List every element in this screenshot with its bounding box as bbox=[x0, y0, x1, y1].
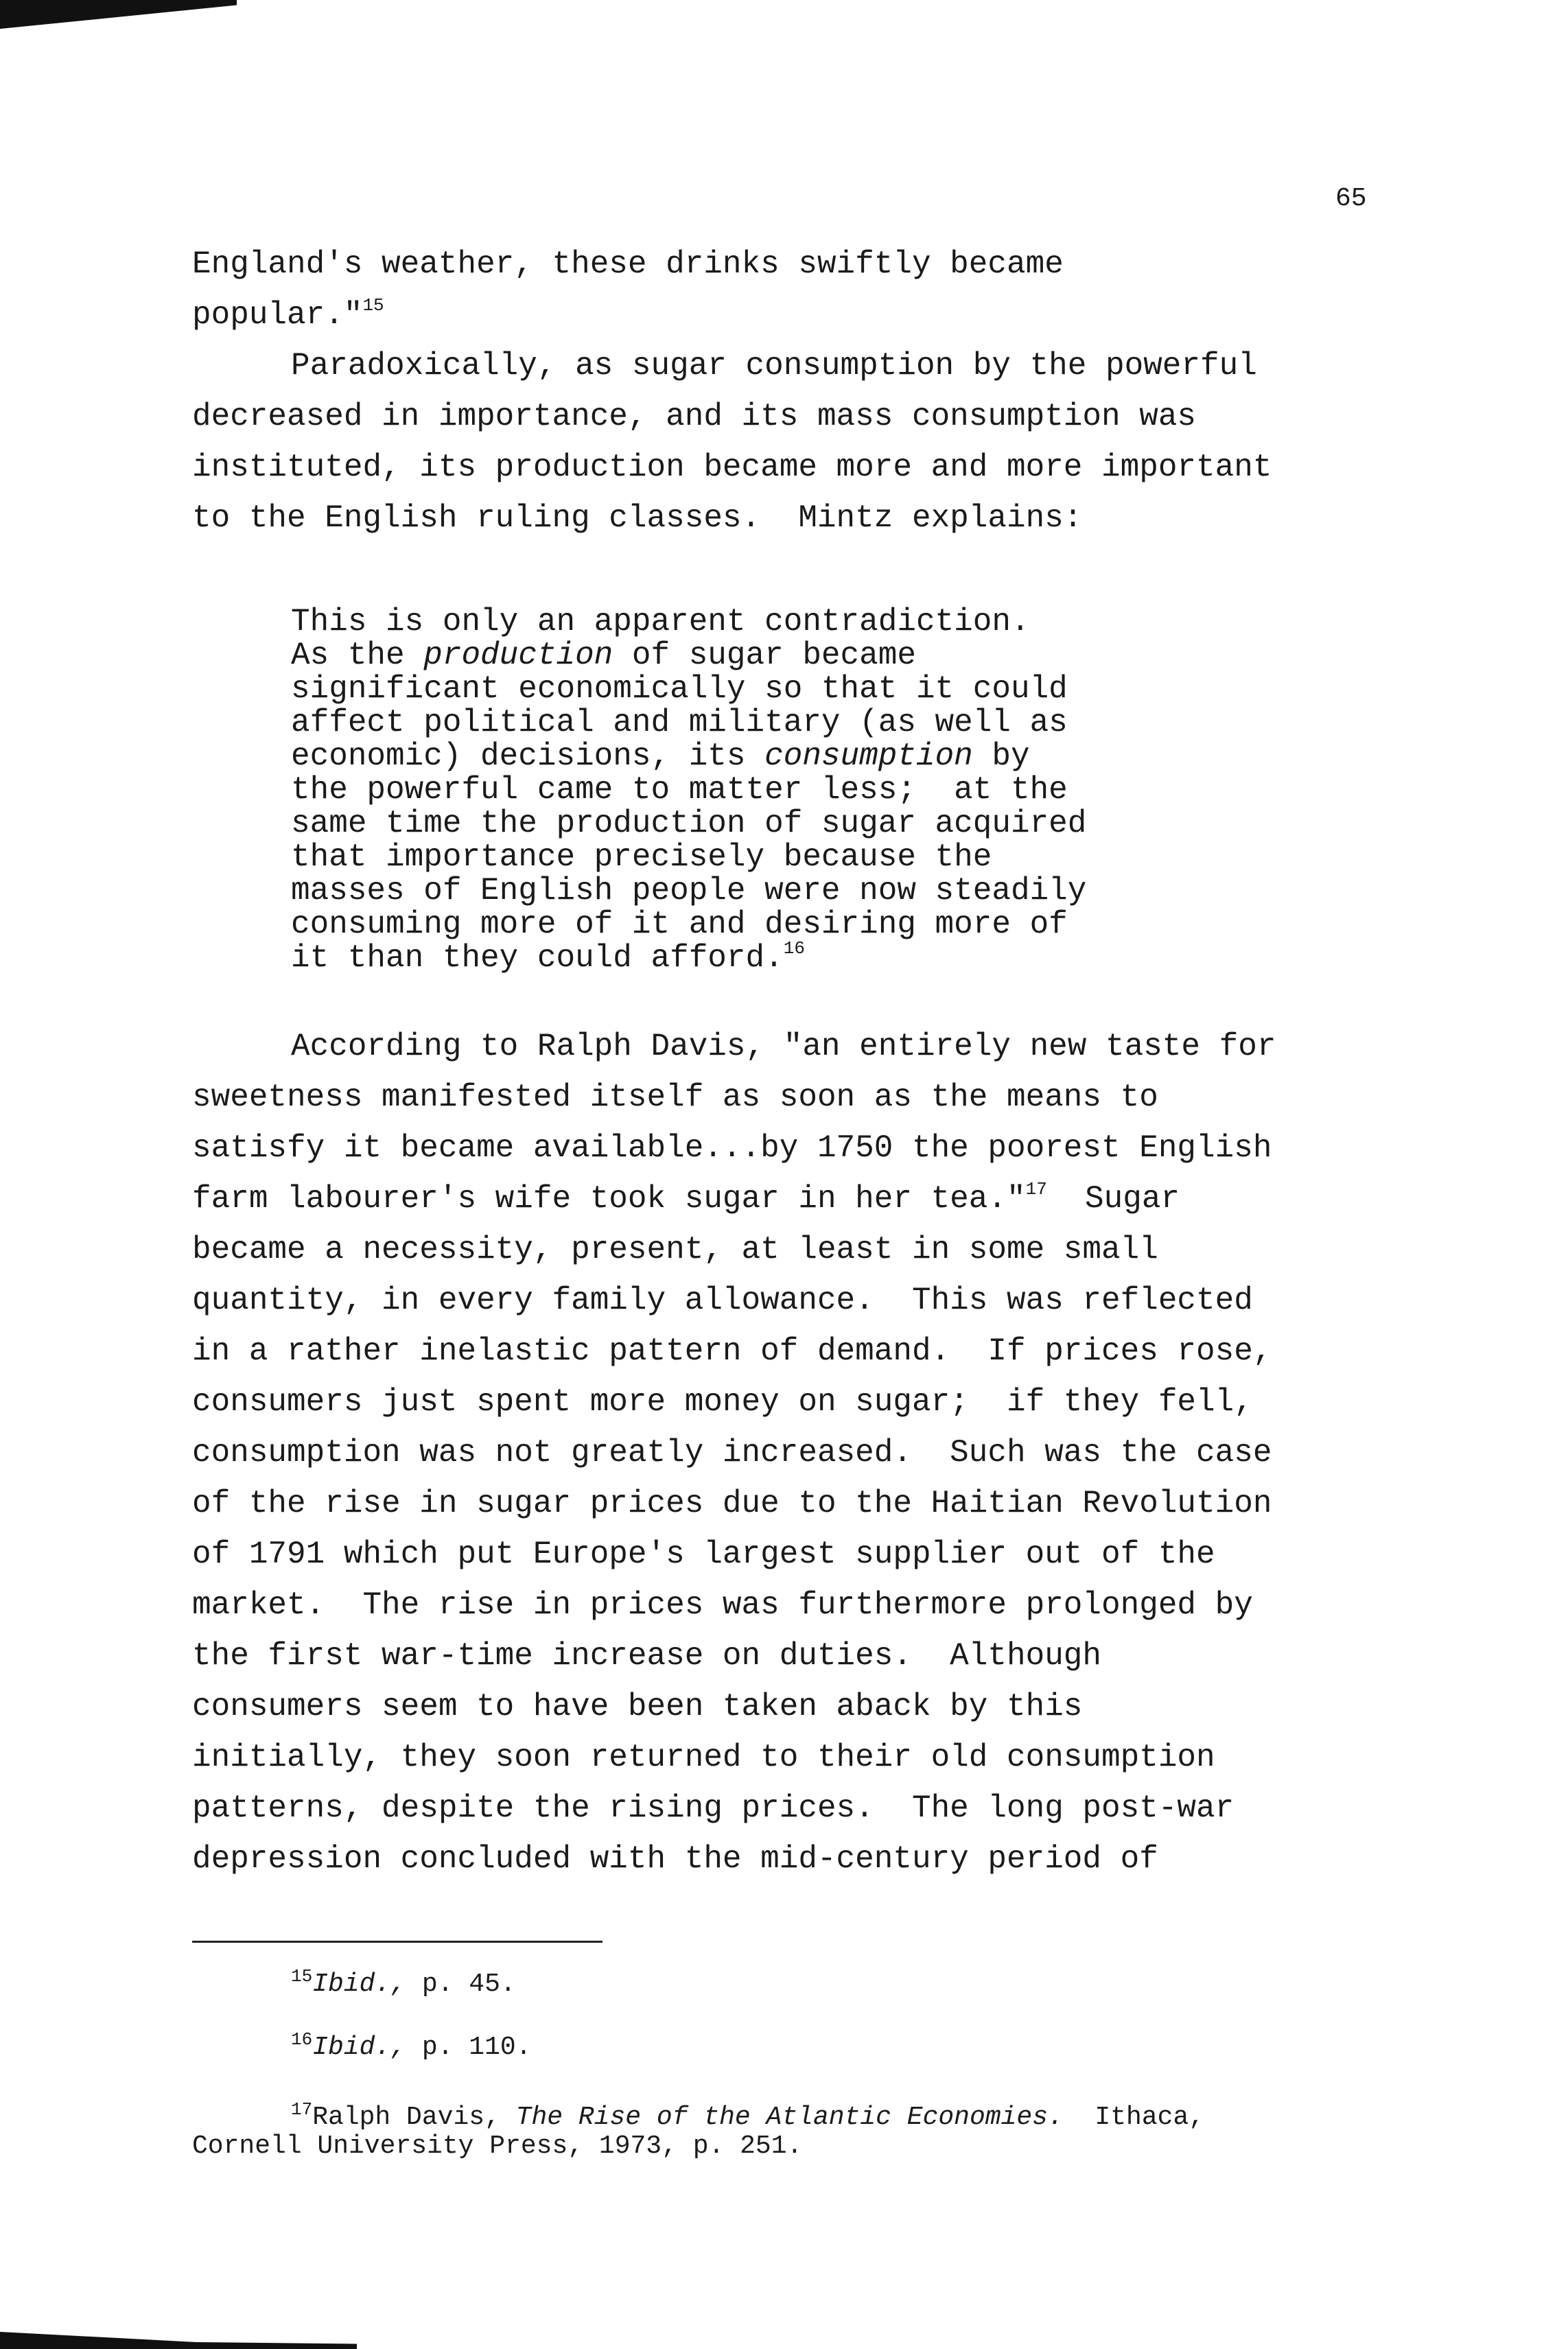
footnote-15 bbox=[291, 1966, 516, 1999]
quote-line-4: affect political and military (as well as bbox=[291, 705, 1068, 740]
paragraph-3-line-16: patterns, despite the rising prices. The long post-war bbox=[192, 1790, 1234, 1826]
paragraph-3-line-6: quantity, in every family allowance. This was reflected bbox=[192, 1283, 1253, 1318]
footnote-15-ibid: Ibid., bbox=[312, 1970, 407, 1999]
paragraph-3-line-17: depression concluded with the mid-century period of bbox=[192, 1841, 1158, 1877]
paragraph-3-line-2: sweetness manifested itself as soon as the means to bbox=[192, 1079, 1158, 1115]
paragraph-3-line-15: initially, they soon returned to their old consumption bbox=[192, 1740, 1215, 1775]
quote-line-8: that importance precisely because the bbox=[291, 839, 992, 875]
paragraph-3-line-4-a: farm labourer's wife took sugar in her tea." bbox=[192, 1181, 1026, 1217]
paragraph-3-line-8: consumers just spent more money on sugar; if they fell, bbox=[192, 1384, 1253, 1420]
quote-line-7: same time the production of sugar acquired bbox=[291, 806, 1087, 841]
quote-line-6: the powerful came to matter less; at the bbox=[291, 772, 1068, 808]
paragraph-3-line-11: of 1791 which put Europe's largest supplier out of the bbox=[192, 1536, 1215, 1572]
footnote-17-place: Ithaca, bbox=[1063, 2103, 1205, 2132]
paragraph-3-line-10: of the rise in sugar prices due to the Haitian Revolution bbox=[192, 1486, 1272, 1521]
footnote-ref-16: 16 bbox=[783, 938, 805, 959]
quote-emphasis-production: production bbox=[423, 638, 613, 673]
quote-line-5-b: by bbox=[972, 738, 1030, 774]
paragraph-3-line-7: in a rather inelastic pattern of demand. If prices rose, bbox=[192, 1333, 1272, 1369]
paragraph-2-line-4: to the English ruling classes. Mintz explains: bbox=[192, 500, 1083, 536]
quote-line-1: This is only an apparent contradiction. bbox=[291, 604, 1030, 640]
footnote-17 bbox=[291, 2099, 1205, 2132]
page-number: 65 bbox=[1335, 184, 1367, 213]
quote-line-5 bbox=[291, 740, 1030, 772]
paragraph-3-line-4-b: Sugar bbox=[1046, 1181, 1180, 1217]
footnote-divider bbox=[192, 1941, 602, 1943]
footnote-17-line-2: Cornell University Press, 1973, p. 251. bbox=[192, 2131, 803, 2161]
quote-line-2 bbox=[291, 640, 916, 671]
paragraph-3-line-5: became a necessity, present, at least in some small bbox=[192, 1232, 1158, 1267]
quote-line-5-a: economic) decisions, its bbox=[291, 738, 765, 774]
footnote-16-number: 16 bbox=[291, 2029, 313, 2050]
footnote-17-author: Ralph Davis, bbox=[312, 2103, 516, 2132]
quote-line-2-a: As the bbox=[291, 638, 424, 673]
paragraph-3-line-13: the first war-time increase on duties. Although bbox=[192, 1638, 1102, 1674]
paragraph-1-line-2 bbox=[192, 295, 384, 333]
footnote-16-ibid: Ibid., bbox=[312, 2033, 407, 2062]
footnote-ref-15: 15 bbox=[362, 295, 384, 316]
footnote-15-text: p. 45. bbox=[406, 1970, 516, 1999]
quote-emphasis-consumption: consumption bbox=[764, 738, 973, 774]
paragraph-2-line-2: decreased in importance, and its mass consumption was bbox=[192, 399, 1197, 434]
footnote-17-number: 17 bbox=[291, 2099, 313, 2120]
scan-edge-mark-top bbox=[0, 0, 237, 29]
scan-edge-mark-bottom bbox=[0, 2332, 357, 2349]
paragraph-3-line-9: consumption was not greatly increased. Such was the case bbox=[192, 1435, 1272, 1471]
quote-line-11-text: it than they could afford. bbox=[291, 940, 784, 976]
quote-line-3: significant economically so that it could bbox=[291, 671, 1068, 707]
quote-line-9: masses of English people were now steadily bbox=[291, 873, 1087, 909]
footnote-16 bbox=[291, 2029, 532, 2062]
footnote-15-number: 15 bbox=[291, 1966, 313, 1987]
quote-line-11 bbox=[291, 938, 805, 976]
footnote-16-text: p. 110. bbox=[406, 2033, 532, 2062]
paragraph-3-line-14: consumers seem to have been taken aback by this bbox=[192, 1689, 1083, 1725]
paragraph-1-line-1: England's weather, these drinks swiftly became bbox=[192, 246, 1064, 282]
paragraph-3-line-4 bbox=[192, 1179, 1180, 1217]
quote-line-10: consuming more of it and desiring more of bbox=[291, 907, 1068, 942]
paragraph-1-line-2-text: popular." bbox=[192, 297, 363, 333]
paragraph-3-line-1: According to Ralph Davis, "an entirely new taste for bbox=[291, 1029, 1276, 1064]
paragraph-2-line-1: Paradoxically, as sugar consumption by the powerful bbox=[291, 348, 1257, 384]
paragraph-3-line-3: satisfy it became available...by 1750 the poorest English bbox=[192, 1130, 1272, 1166]
paragraph-2-line-3: instituted, its production became more and more important bbox=[192, 449, 1272, 485]
paragraph-3-line-12: market. The rise in prices was furthermore prolonged by bbox=[192, 1587, 1253, 1623]
footnote-ref-17: 17 bbox=[1025, 1179, 1047, 1200]
quote-line-2-b: of sugar became bbox=[613, 638, 916, 673]
footnote-17-book-title: The Rise of the Atlantic Economies. bbox=[515, 2103, 1064, 2132]
